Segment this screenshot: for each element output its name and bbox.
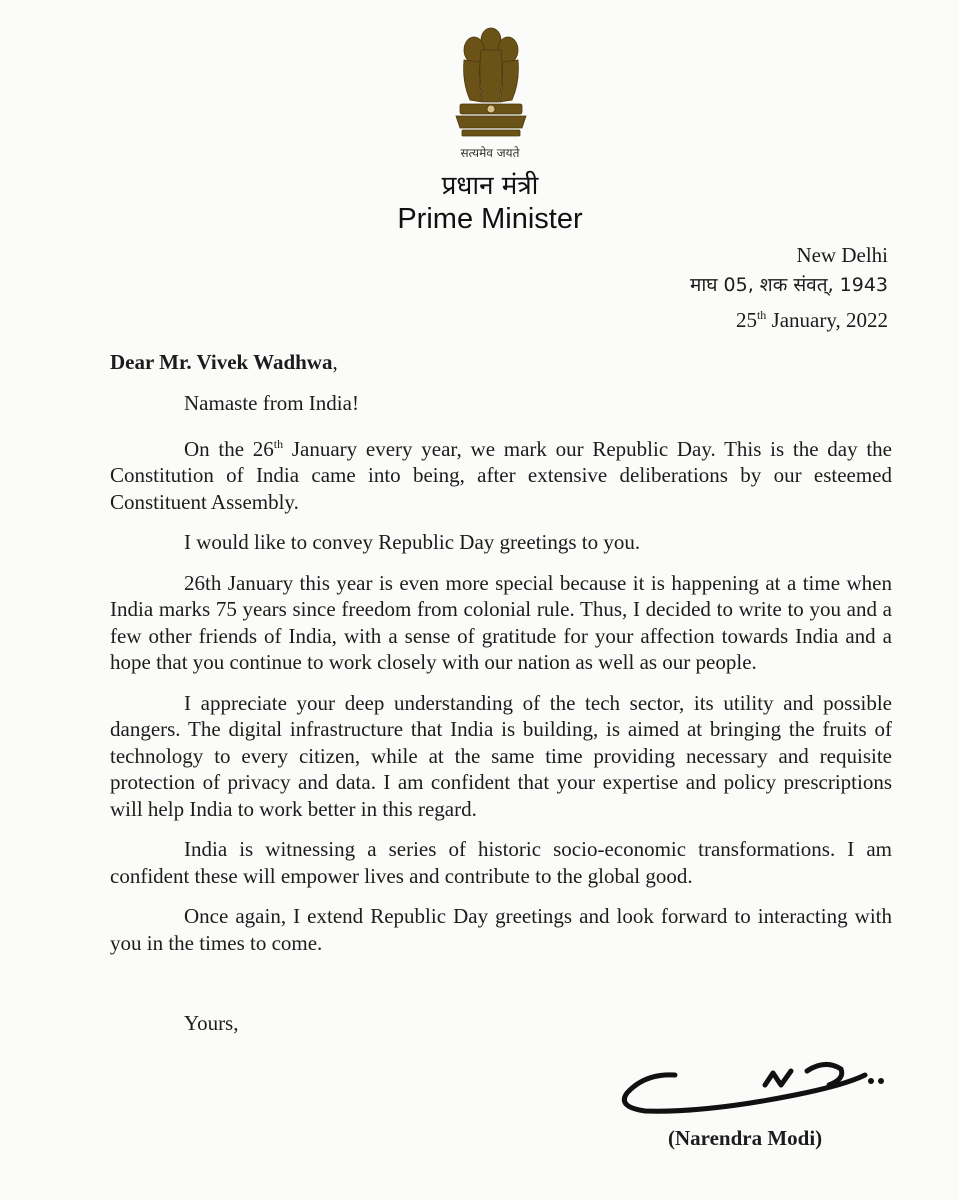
salutation-name: Dear Mr. Vivek Wadhwa bbox=[110, 350, 333, 374]
greeting: Namaste from India! bbox=[184, 391, 359, 415]
emblem-motto: सत्यमेव जयते bbox=[460, 146, 520, 160]
gregorian-date bbox=[468, 300, 888, 335]
paragraph-4: I appreciate your deep understanding of the tech sector, its utility and possible dangers. The digital infrastructure that India is building, is aimed at bringing the fruits of technology to every citizen, while at the same time providing necessary and requisite protection of privacy and data. I am confident that your expertise and policy prescriptions will help India to work better in this regard. bbox=[110, 690, 892, 821]
paragraph-3: 26th January this year is even more special because it is happening at a time when India marks 75 years since freedom from colonial rule. Thus, I decided to write to you and a few other friends of India, with a sense of gratitude for your affection towards India and a hope that you continue to work closely with our nation as well as our people. bbox=[110, 570, 892, 674]
place-name: New Delhi bbox=[796, 243, 888, 267]
paragraph-1-rest: January every year, we mark our Republic Day. This is the day the Constitution of India came into being, after extensive deliberations by our esteemed Constituent Assembly. bbox=[110, 436, 892, 514]
salutation bbox=[110, 350, 338, 375]
handwritten-signature bbox=[615, 1045, 890, 1130]
paragraph-2: I would like to convey Republic Day greetings to you. bbox=[184, 530, 641, 554]
date-day: 25 bbox=[735, 308, 757, 332]
paragraph-1-ordinal: th bbox=[273, 436, 284, 451]
saka-date: माघ 05, शक संवत्, 1943 bbox=[689, 274, 888, 296]
office-title-english: Prime Minister bbox=[397, 203, 583, 235]
signer-name: (Narendra Modi) bbox=[668, 1126, 823, 1150]
national-emblem-icon bbox=[452, 22, 530, 152]
dateline bbox=[468, 240, 888, 335]
paragraph-1 bbox=[110, 431, 892, 516]
paragraph-6: Once again, I extend Republic Day greetings and look forward to interacting with you in the times to come. bbox=[110, 904, 892, 955]
date-ordinal: th bbox=[756, 308, 767, 322]
paragraph-1-start: On the 26 bbox=[184, 436, 274, 461]
salutation-punct: , bbox=[332, 350, 338, 374]
date-month-year: January, 2022 bbox=[766, 308, 888, 332]
letter-body bbox=[110, 390, 892, 970]
office-title-hindi: प्रधान मंत्री bbox=[441, 171, 539, 201]
paragraph-5: India is witnessing a series of historic socio-economic transformations. I am confident these will empower lives and contribute to the global good. bbox=[110, 837, 892, 888]
closing: Yours, bbox=[184, 1011, 239, 1035]
